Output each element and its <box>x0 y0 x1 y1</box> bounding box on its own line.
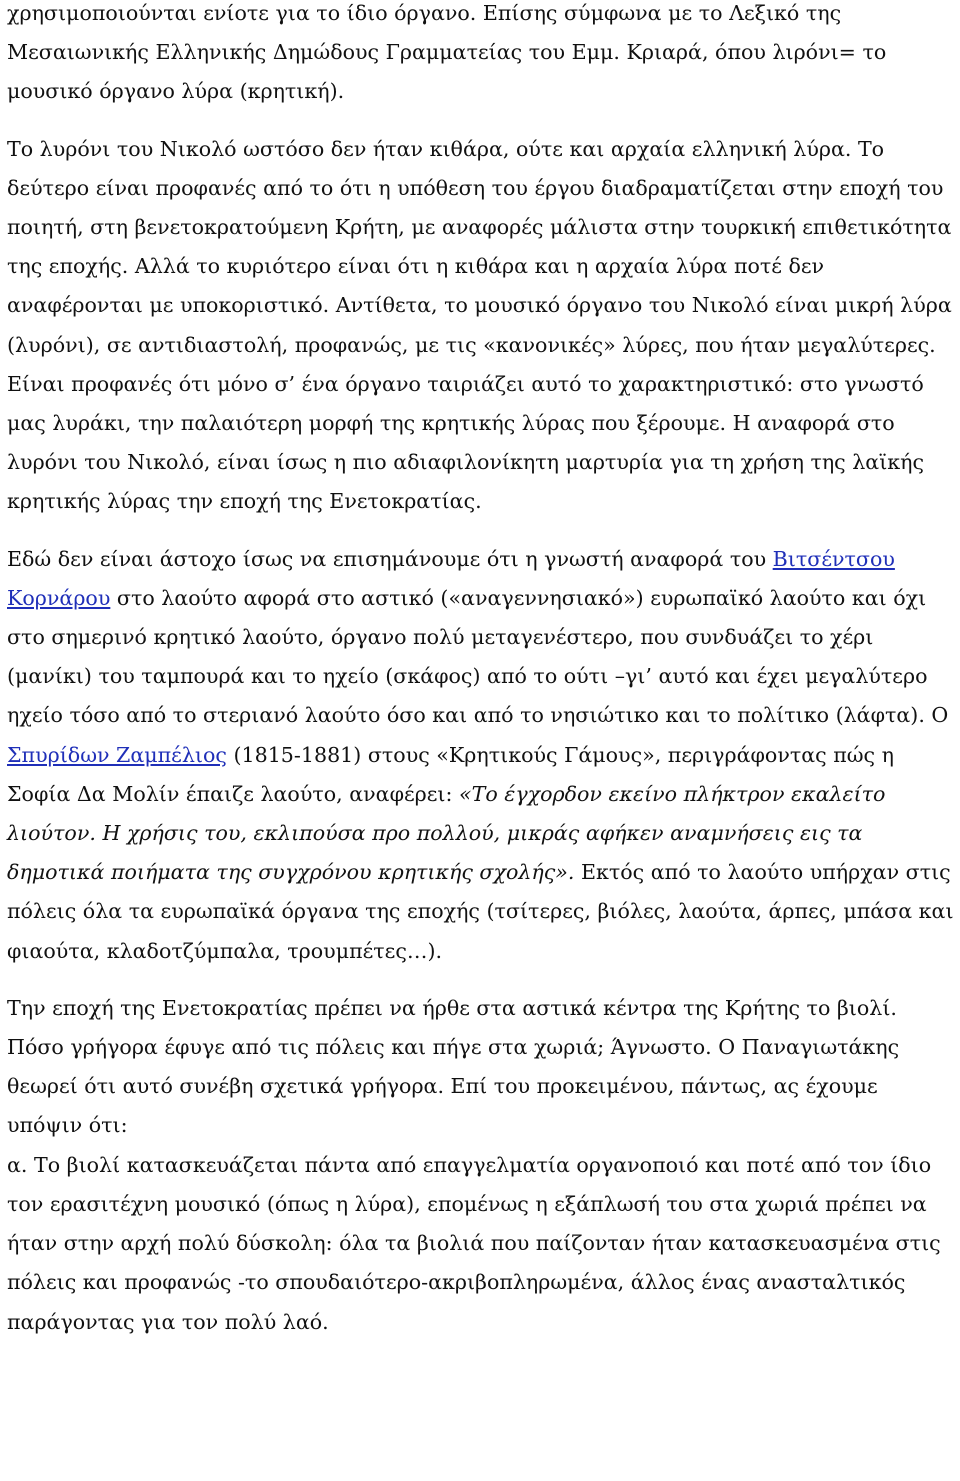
italic-quote: «Το έγχορδον εκείνο πλήκτρον εκαλείτο λιούτον. Η χρήσις του, εκλιπούσα προ πολλού, μικράς αφήκεν αναμνήσεις εις τα δημοτικά ποιήματα της συγχρόνου κρητικής σχολής». <box>7 781 886 885</box>
paragraph-text: Εδώ δεν είναι άστοχο ίσως να επισημάνουμε ότι η γνωστή αναφορά του <box>7 546 773 571</box>
article-body <box>7 0 955 1360</box>
link-vitsentsos-kornaros[interactable]: Βιτσέντσου Κορνάρου <box>7 546 895 610</box>
list-item-a: α. Το βιολί κατασκευάζεται πάντα από επαγγελματία οργανοποιό και ποτέ από τον ίδιο τον ερασιτέχνη μουσικό (όπως η λύρα), επομένως η εξάπλωσή του στα χωριά πρέπει να ήταν στην αρχή πολύ δύσκολη: όλα τα βιολιά που παίζονταν ήταν κατασκευασμένα στις πόλεις και προφανώς -το σπουδαιότερο-ακριβοπληρωμένα, άλλος ένας ανασταλτικός παράγοντας για τον πολύ λαό. <box>7 1152 941 1334</box>
paragraph-violin <box>7 989 955 1342</box>
paragraph-text: στο λαούτο αφορά στο αστικό («αναγεννησιακό») ευρωπαϊκό λαούτο και όχι στο σημερινό κρητικό λαούτο, όργανο πολύ μεταγενέστερο, που συνδυάζει το χέρι (μανίκι) του ταμπουρά και το ηχείο (σκάφος) από το ούτι –γι’ αυτό και έχει μεγαλύτερο ηχείο τόσο από το στεριανό λαούτο όσο και από το νησιώτικο και το πολίτικο (λάφτα). Ο <box>7 585 949 728</box>
paragraph-lyroni: Το λυρόνι του Νικολό ωστόσο δεν ήταν κιθάρα, ούτε και αρχαία ελληνική λύρα. Το δεύτερο είναι προφανές από το ότι η υπόθεση του έργου διαδραματίζεται στην εποχή του ποιητή, στη βενετοκρατούμενη Κρήτη, με αναφορές μάλιστα στην τουρκική επιθετικότητα της εποχής. Αλλά το κυριότερο είναι ότι η κιθάρα και η αρχαία λύρα ποτέ δεν αναφέρονται με υποκοριστικό. Αντίθετα, το μουσικό όργανο του Νικολό είναι μικρή λύρα (λυρόνι), σε αντιδιαστολή, προφανώς, με τις «κανονικές» λύρες, που ήταν μεγαλύτερες. Είναι προφανές ότι μόνο σ’ ένα όργανο ταιριάζει αυτό το χαρακτηριστικό: στο γνωστό μας λυράκι, την παλαιότερη μορφή της κρητικής λύρας που ξέρουμε. Η αναφορά στο λυρόνι του Νικολό, είναι ίσως η πιο αδιαφιλονίκητη μαρτυρία για τη χρήση της λαϊκής κρητικής λύρας την εποχή της Ενετοκρατίας. <box>7 136 952 514</box>
link-spyridon-zampelios[interactable]: Σπυρίδων Ζαμπέλιος <box>7 742 227 767</box>
paragraph-text: Εκτός από το λαούτο υπήρχαν στις πόλεις όλα τα ευρωπαϊκά όργανα της εποχής (τσίτερες, βιόλες, λαούτα, άρπες, μπάσα και φιαούτα, κλαδοτζύμπαλα, τρουμπέτες…). <box>7 860 954 963</box>
paragraph-laouto <box>7 540 955 971</box>
paragraph-text: (1815-1881) στους «Κρητικούς Γάμους», περιγράφοντας πώς η Σοφία Δα Μολίν έπαιζε λαούτο, αναφέρει: <box>7 742 894 806</box>
paragraph-text: Την εποχή της Ενετοκρατίας πρέπει να ήρθε στα αστικά κέντρα της Κρήτης το βιολί. Πόσο γρήγορα έφυγε από τις πόλεις και πήγε στα χωριά; Άγνωστο. Ο Παναγιωτάκης θεωρεί ότι αυτό συνέβη σχετικά γρήγορα. Επί του προκειμένου, πάντως, ας έχουμε υπόψιν ότι: <box>7 995 900 1138</box>
paragraph-lexicon: χρησιμοποιούνται ενίοτε για το ίδιο όργανο. Επίσης σύμφωνα με το Λεξικό της Μεσαιωνικής Ελληνικής Δημώδους Γραμματείας του Εμμ. Κριαρά, όπου λιρόνι= το μουσικό όργανο λύρα (κρητική). <box>7 1 887 104</box>
